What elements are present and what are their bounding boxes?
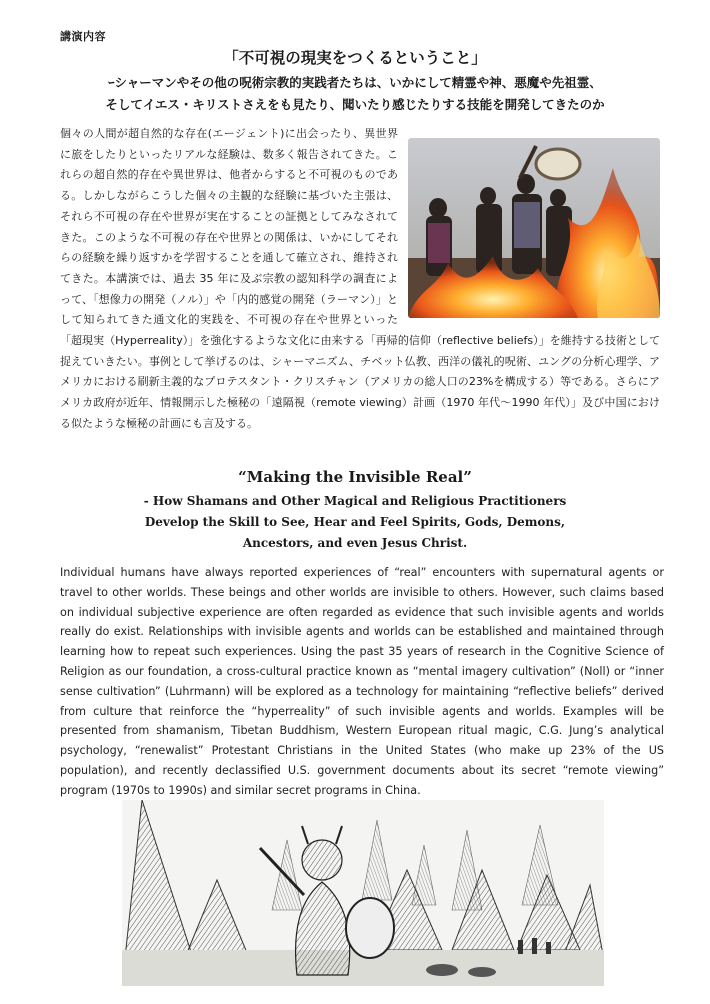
en-subtitle-line2: Develop the Skill to See, Hear and Feel Spirits, Gods, Demons,	[144, 515, 566, 529]
en-body-text: Individual humans have always reported experiences of “real” encounters with supernatural agents or travel to other worlds. These beings and other worlds are invisible to others. However, such claims based on individual subjective experience are often regarded as evidence that such invisible agents and worlds really do exist. Relationships with invisible agents and worlds can be established and maintained through learning how to repeat such experiences. Using the past 35 years of research in the Cognitive Science of Religion as our foundation, a cross-cultural practice known as “mental imagery cultivation” (Noll) or “inner sense cultivation” (Luhrmann) will be explored as a technology for maintaining “reflective beliefs” derived from culture that reinforce the “hyperreality” of such invisible agents and worlds. Examples will be presented from shamanism, Tibetan Buddhism, Western European ritual magic, C.G. Jung’s analytical psychology, “renewalist” Protestant Christians in the United States (who make up 23% of the US population), and recently declassified U.S. government documents about its secret “remote viewing” program (1970s to 1990s) and similar secret programs in China.	[60, 566, 664, 797]
jp-title: 「不可視の現実をつくるということ」	[223, 49, 487, 67]
en-subtitle-line3: Ancestors, and even Jesus Christ.	[242, 536, 468, 550]
en-subtitle-line1: - How Shamans and Other Magical and Religious Practitioners	[143, 494, 567, 508]
jp-subtitle-line2: そしてイエス・キリストさえをも見たり、聞いたり感じたりする技能を開発してきたのか	[105, 97, 605, 112]
shaman-engraving-illustration	[122, 800, 604, 986]
jp-body-text: 個々の人間が超自然的な存在(エージェント)に出会ったり、異世界に旅をしたりといったリアルな経験は、数多く報告されてきた。これらの超自然的存在や異世界は、他者からすると不可視のものである。しかしながらこうした個々の主観的な経験に基づいた主張は、それら不可視の存在や世界が実在することの証拠としてみなされてきた。このような不可視の存在や世界との関係は、いかにしてそれらの経験を繰り返すかを学習することを通して確立され、維持されてきた。本講演では、過去 35 年に及ぶ宗教の認知科学の調査によって、「想像力の開発（ノル）」や「内的感覚の開発（ラーマン）」として知られてきた通文化的実践を、不可視の存在や世界といった「超現実（Hyperreality）」を強化するような文化に由来する「再帰的信仰（reflective beliefs）」を維持する技術として捉えていきたい。事例として挙げるのは、シャーマニズム、チベット仏教、西洋の儀礼的呪術、ユングの分析心理学、アメリカにおける刷新主義的なプロテスタント・クリスチャン（アメリカの総人口の23%を構成する）等である。さらにアメリカ政府が近年、情報開示した極秘の「遠隔視（remote viewing）計画（1970 年代〜1990 年代）」及び中国における似たような極秘の計画にも言及する。	[60, 127, 660, 430]
jp-body-block	[60, 124, 660, 435]
jp-subtitle-line1: ｰシャーマンやその他の呪術宗教的実践者たちは、いかにして精霊や神、悪魔や先祖霊、	[108, 75, 602, 90]
shaman-fire-ritual-photo	[408, 138, 660, 318]
section-label: 講演内容	[60, 30, 106, 43]
en-title: “Making the Invisible Real”	[238, 468, 472, 486]
